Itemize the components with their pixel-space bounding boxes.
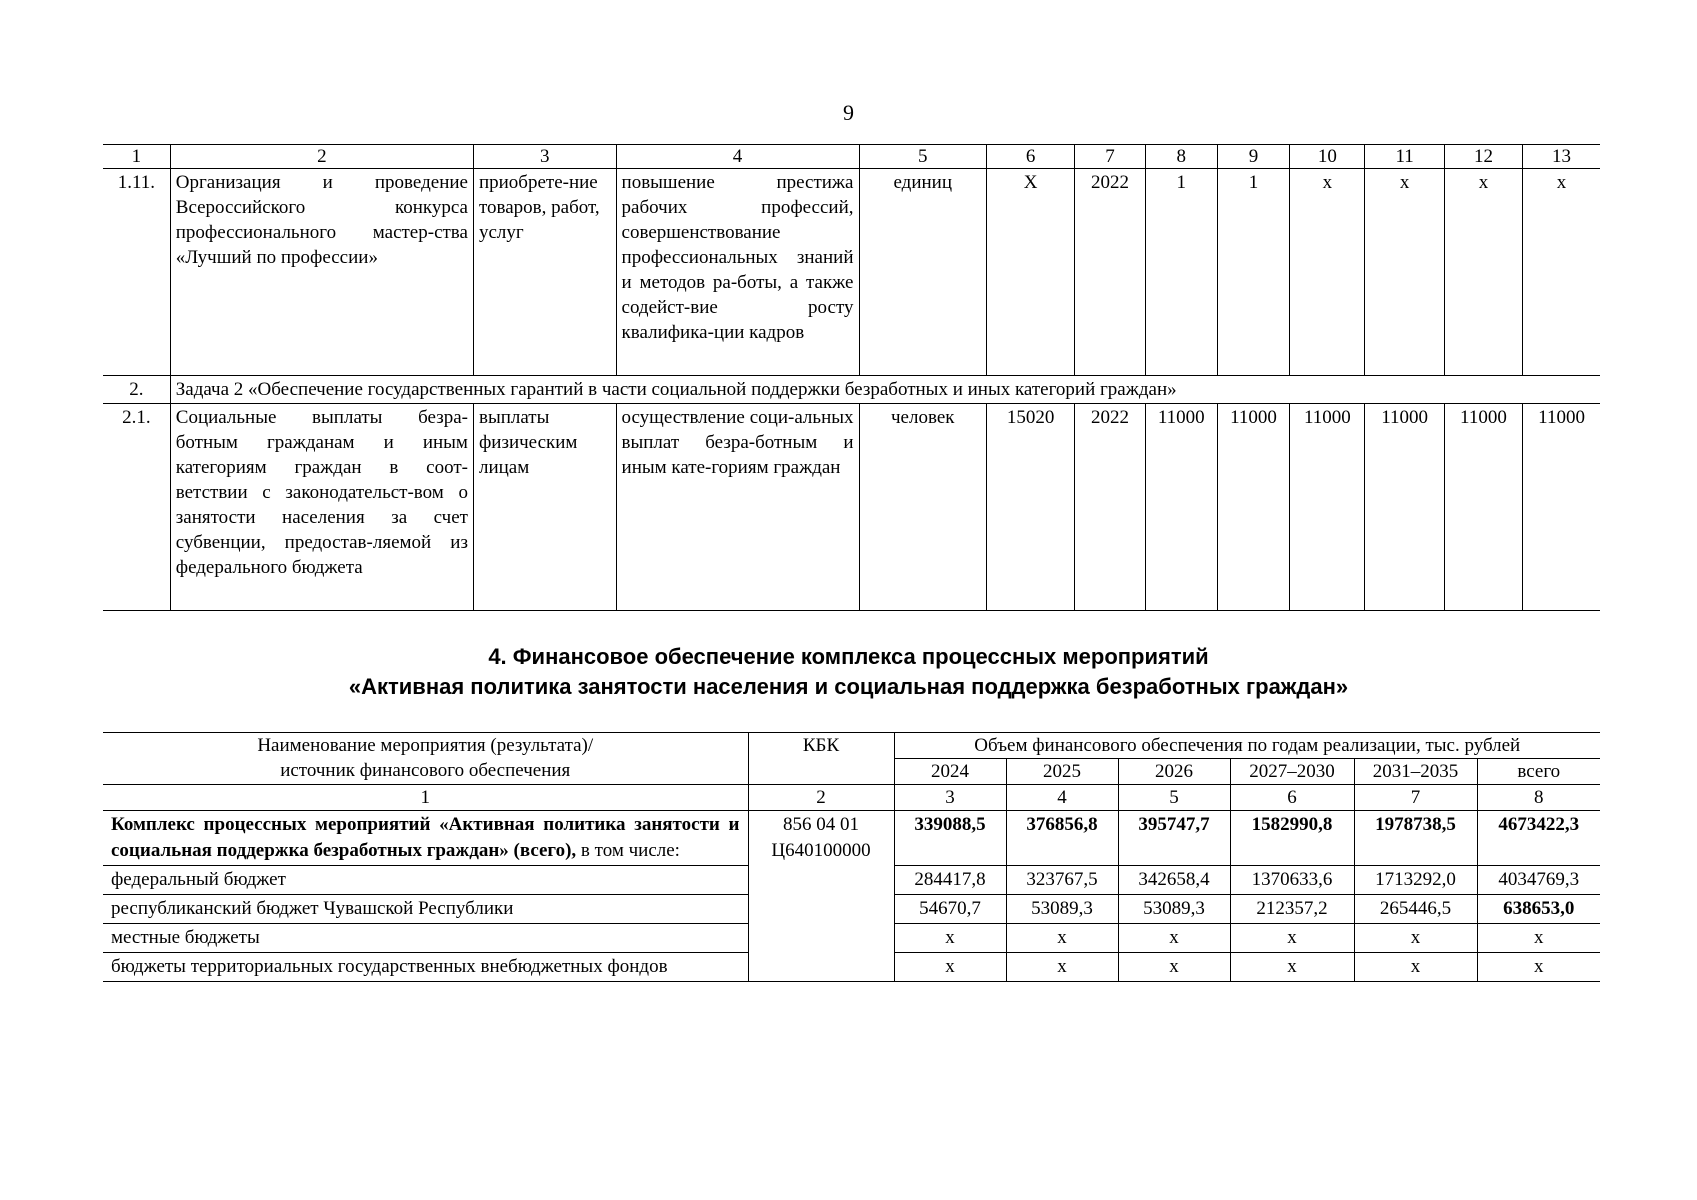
header-text: источник финансового обеспечения — [280, 760, 571, 781]
col-number: 5 — [859, 145, 987, 169]
volume-header: Объем финансового обеспечения по годам реализации, тыс. рублей — [894, 733, 1600, 759]
col-number: 11 — [1365, 145, 1444, 169]
col-number: 2 — [748, 785, 894, 811]
value-cell: х — [1230, 953, 1354, 982]
value-cell: х — [894, 953, 1006, 982]
column-numbers-row — [103, 145, 1600, 169]
unit: единиц — [859, 169, 987, 376]
col-number: 13 — [1523, 145, 1600, 169]
value-cell: 265446,5 — [1354, 895, 1477, 924]
section-heading — [0, 642, 1697, 702]
col-number: 4 — [616, 145, 859, 169]
section-title-line: 4. Финансовое обеспечение комплекса процессных мероприятий — [488, 644, 1209, 669]
value-cell: 1 — [1145, 169, 1217, 376]
year-header: 2025 — [1006, 759, 1118, 785]
value-cell: х — [1118, 953, 1230, 982]
value-cell: х — [1365, 169, 1444, 376]
row-label: федеральный бюджет — [103, 866, 748, 895]
value-cell: 1713292,0 — [1354, 866, 1477, 895]
value-cell: 11000 — [1444, 404, 1522, 611]
table-row — [103, 811, 1600, 866]
value-cell: х — [1354, 953, 1477, 982]
base-value: Х — [987, 169, 1075, 376]
value-cell: х — [894, 924, 1006, 953]
value-cell: 339088,5 — [894, 811, 1006, 866]
task-row — [103, 376, 1600, 404]
value-cell: 284417,8 — [894, 866, 1006, 895]
col-number: 10 — [1290, 145, 1365, 169]
year-header: 2027–2030 — [1230, 759, 1354, 785]
base-year: 2022 — [1075, 404, 1145, 611]
col-number: 6 — [987, 145, 1075, 169]
value-cell: 1978738,5 — [1354, 811, 1477, 866]
kbk-column-header: КБК — [748, 733, 894, 785]
value-cell: 638653,0 — [1477, 895, 1600, 924]
value-cell: х — [1006, 924, 1118, 953]
value-cell: 395747,7 — [1118, 811, 1230, 866]
col-number: 2 — [170, 145, 473, 169]
year-header: 2031–2035 — [1354, 759, 1477, 785]
task-title: Задача 2 «Обеспечение государственных гарантий в части социальной поддержки безработных и иных категорий граждан» — [170, 376, 1600, 404]
measure-name: Организация и проведение Всероссийского конкурса профессионального мастер-ства «Лучший по профессии» — [170, 169, 473, 376]
kbk-code: 856 04 01 — [783, 814, 859, 835]
value-cell: 11000 — [1523, 404, 1600, 611]
year-header: 2026 — [1118, 759, 1230, 785]
financing-table — [103, 732, 1600, 982]
table-row — [103, 169, 1600, 376]
col-number: 7 — [1075, 145, 1145, 169]
col-number: 9 — [1217, 145, 1289, 169]
value-cell: х — [1444, 169, 1522, 376]
col-number: 5 — [1118, 785, 1230, 811]
measure-type: приобрете-ние товаров, работ, услуг — [473, 169, 616, 376]
value-cell: 376856,8 — [1006, 811, 1118, 866]
row-label: местные бюджеты — [103, 924, 748, 953]
unit: человек — [859, 404, 987, 611]
col-number: 6 — [1230, 785, 1354, 811]
header-text: Наименование мероприятия (результата)/ — [257, 735, 594, 756]
col-number: 12 — [1444, 145, 1522, 169]
year-header: 2024 — [894, 759, 1006, 785]
col-number: 4 — [1006, 785, 1118, 811]
row-label-rest: в том числе: — [576, 840, 680, 861]
header-row — [103, 733, 1600, 759]
column-numbers-row — [103, 785, 1600, 811]
measure-characteristic: повышение престижа рабочих профессий, совершенствование профессиональных знаний и методов ра-боты, а также содейст-вие росту квалифика-ции кадров — [616, 169, 859, 376]
row-number: 2. — [103, 376, 170, 404]
row-number: 1.11. — [103, 169, 170, 376]
value-cell: х — [1477, 924, 1600, 953]
row-label-bold: Комплекс процессных мероприятий «Активная политика занятости и социальная поддержка безработных граждан» (всего), — [111, 814, 740, 861]
name-column-header — [103, 733, 748, 785]
value-cell: 1370633,6 — [1230, 866, 1354, 895]
value-cell: 212357,2 — [1230, 895, 1354, 924]
col-number: 8 — [1145, 145, 1217, 169]
measure-type: выплаты физическим лицам — [473, 404, 616, 611]
indicators-table — [103, 144, 1600, 611]
value-cell: 323767,5 — [1006, 866, 1118, 895]
value-cell: 1 — [1217, 169, 1289, 376]
value-cell: х — [1006, 953, 1118, 982]
value-cell: х — [1477, 953, 1600, 982]
value-cell: 11000 — [1290, 404, 1365, 611]
col-number: 1 — [103, 145, 170, 169]
page-number: 9 — [843, 100, 854, 125]
value-cell: х — [1230, 924, 1354, 953]
col-number: 1 — [103, 785, 748, 811]
value-cell: х — [1290, 169, 1365, 376]
year-header: всего — [1477, 759, 1600, 785]
value-cell: 342658,4 — [1118, 866, 1230, 895]
value-cell: 54670,7 — [894, 895, 1006, 924]
base-year: 2022 — [1075, 169, 1145, 376]
value-cell: х — [1523, 169, 1600, 376]
value-cell: 4673422,3 — [1477, 811, 1600, 866]
row-label: бюджеты территориальных государственных внебюджетных фондов — [103, 953, 748, 982]
value-cell: х — [1354, 924, 1477, 953]
kbk-code: Ц640100000 — [771, 840, 871, 861]
value-cell: 53089,3 — [1006, 895, 1118, 924]
measure-characteristic: осуществление соци-альных выплат безра-ботным и иным кате-гориям граждан — [616, 404, 859, 611]
col-number: 7 — [1354, 785, 1477, 811]
value-cell: 11000 — [1145, 404, 1217, 611]
value-cell: х — [1118, 924, 1230, 953]
value-cell: 11000 — [1365, 404, 1444, 611]
col-number: 3 — [894, 785, 1006, 811]
row-number: 2.1. — [103, 404, 170, 611]
col-number: 3 — [473, 145, 616, 169]
row-label: республиканский бюджет Чувашской Республики — [103, 895, 748, 924]
value-cell: 53089,3 — [1118, 895, 1230, 924]
kbk-cell — [748, 811, 894, 982]
measure-name: Социальные выплаты безра-ботным гражданам и иным категориям граждан в соот-ветствии с законодательст-вом о занятости населения за счет субвенции, предостав-ляемой из федерального бюджета — [170, 404, 473, 611]
value-cell: 4034769,3 — [1477, 866, 1600, 895]
row-label — [103, 811, 748, 866]
value-cell: 11000 — [1217, 404, 1289, 611]
value-cell: 1582990,8 — [1230, 811, 1354, 866]
base-value: 15020 — [987, 404, 1075, 611]
col-number: 8 — [1477, 785, 1600, 811]
table-row — [103, 404, 1600, 611]
section-title-line: «Активная политика занятости населения и социальная поддержка безработных граждан» — [348, 674, 1349, 699]
